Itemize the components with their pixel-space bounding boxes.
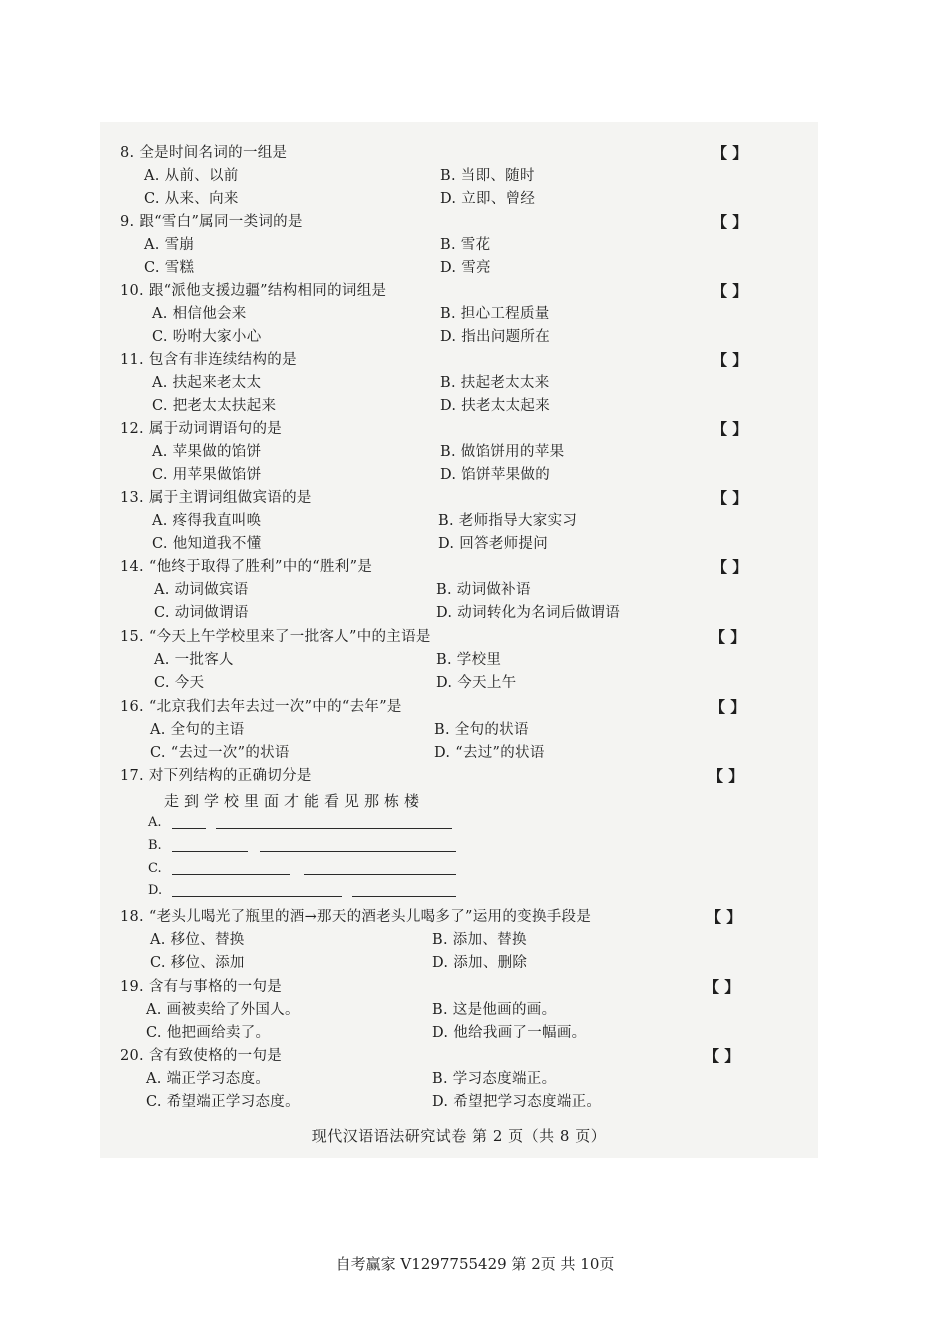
option-a: A. 雪崩: [144, 237, 195, 253]
option-d: D. 回答老师提问: [438, 536, 549, 552]
option-c: C. 希望端正学习态度。: [146, 1094, 300, 1110]
option-a: A. 疼得我直叫唤: [152, 513, 262, 529]
option-c: C. 他知道我不懂: [152, 536, 262, 552]
option-c: C. 用苹果做馅饼: [152, 467, 262, 483]
segmentation-option-d: [148, 882, 468, 902]
option-a: A. 扶起来老太太: [152, 375, 262, 391]
question-9: [100, 213, 818, 282]
option-c: C. 他把画给卖了。: [146, 1025, 271, 1041]
option-a: A. 相信他会来: [152, 306, 247, 322]
option-c: C. “去过一次”的状语: [150, 745, 290, 761]
question-stem: 18. “老头儿喝光了瓶里的酒→那天的酒老头儿喝多了”运用的变换手段是: [120, 909, 592, 925]
answer-bracket: 【 】: [710, 628, 746, 646]
answer-bracket: 【 】: [712, 213, 748, 231]
question-15: [100, 628, 818, 697]
option-d: D. 他给我画了一幅画。: [432, 1025, 587, 1041]
question-stem: 10. 跟“派他支援边疆”结构相同的词组是: [120, 283, 387, 299]
question-stem: 15. “今天上午学校里来了一批客人”中的主语是: [120, 629, 431, 645]
option-d: D. 添加、删除: [432, 955, 528, 971]
option-a: A. 一批客人: [154, 652, 234, 668]
answer-bracket: 【 】: [706, 908, 742, 926]
question-stem: 19. 含有与事格的一句是: [120, 979, 283, 995]
option-label: B.: [148, 838, 162, 853]
option-c: C. 吩咐大家小心: [152, 329, 262, 345]
question-18: [100, 908, 818, 977]
option-b: B. 学习态度端正。: [432, 1071, 557, 1087]
question-10: [100, 282, 818, 351]
question-13: [100, 489, 818, 558]
option-a: A. 端正学习态度。: [146, 1071, 271, 1087]
question-stem: 16. “北京我们去年去过一次”中的“去年”是: [120, 699, 402, 715]
answer-bracket: 【 】: [710, 698, 746, 716]
segmentation-option-b: [148, 837, 468, 857]
option-b: B. 学校里: [436, 652, 502, 668]
question-14: [100, 558, 818, 627]
segment-line: [172, 851, 248, 852]
option-c: C. 今天: [154, 675, 205, 691]
answer-bracket: 【 】: [712, 282, 748, 300]
question-stem: 17. 对下列结构的正确切分是: [120, 768, 312, 784]
question-stem: 20. 含有致使格的一句是: [120, 1048, 283, 1064]
option-b: B. 添加、替换: [432, 932, 527, 948]
document-page-footer: 自考赢家 V1297755429 第 2页 共 10页: [335, 1255, 615, 1273]
answer-bracket: 【 】: [712, 144, 748, 162]
answer-bracket: 【 】: [712, 420, 748, 438]
question-19: [100, 978, 818, 1047]
option-b: B. 当即、随时: [440, 168, 535, 184]
option-b: B. 动词做补语: [436, 582, 531, 598]
option-d: D. 馅饼苹果做的: [440, 467, 551, 483]
option-d: D. 今天上午: [436, 675, 517, 691]
answer-bracket: 【 】: [704, 1047, 740, 1065]
option-d: D. 动词转化为名词后做谓语: [436, 605, 621, 621]
option-c: C. 移位、添加: [150, 955, 245, 971]
option-b: B. 这是他画的画。: [432, 1002, 557, 1018]
question-stem: 9. 跟“雪白”属同一类词的是: [120, 214, 303, 230]
segment-line: [216, 828, 452, 829]
question-11: [100, 351, 818, 420]
answer-bracket: 【 】: [708, 767, 744, 785]
segment-line: [260, 851, 456, 852]
option-a: A. 全句的主语: [150, 722, 245, 738]
segment-line: [172, 874, 290, 875]
option-d: D. 指出问题所在: [440, 329, 551, 345]
answer-bracket: 【 】: [712, 489, 748, 507]
option-b: B. 做馅饼用的苹果: [440, 444, 565, 460]
question-stem: 11. 包含有非连续结构的是: [120, 352, 297, 368]
option-b: B. 老师指导大家实习: [438, 513, 578, 529]
option-a: A. 苹果做的馅饼: [152, 444, 262, 460]
answer-bracket: 【 】: [704, 978, 740, 996]
segmentation-option-a: [148, 814, 468, 834]
segmentation-sentence: 走到学校里面才能看见那栋楼: [164, 792, 425, 810]
question-stem: 8. 全是时间名词的一组是: [120, 145, 288, 161]
option-c: C. 把老太太扶起来: [152, 398, 277, 414]
option-d: D. 扶老太太起来: [440, 398, 551, 414]
option-a: A. 移位、替换: [150, 932, 245, 948]
option-label: A.: [148, 815, 162, 830]
option-a: A. 画被卖给了外国人。: [146, 1002, 300, 1018]
exam-page-footer: 现代汉语语法研究试卷 第 2 页（共 8 页）: [311, 1127, 607, 1145]
option-b: B. 扶起老太太来: [440, 375, 550, 391]
option-label: C.: [148, 861, 162, 876]
question-16: [100, 698, 818, 767]
option-c: C. 动词做谓语: [154, 605, 249, 621]
option-b: B. 担心工程质量: [440, 306, 550, 322]
option-d: D. 雪亮: [440, 260, 491, 276]
question-stem: 14. “他终于取得了胜利”中的“胜利”是: [120, 559, 373, 575]
segment-line: [172, 828, 206, 829]
option-d: D. 立即、曾经: [440, 191, 536, 207]
segment-line: [304, 874, 456, 875]
answer-bracket: 【 】: [712, 351, 748, 369]
question-8: [100, 144, 818, 213]
answer-bracket: 【 】: [712, 558, 748, 576]
question-20: [100, 1047, 818, 1116]
option-d: D. 希望把学习态度端正。: [432, 1094, 602, 1110]
question-stem: 13. 属于主谓词组做宾语的是: [120, 490, 312, 506]
option-d: D. “去过”的状语: [434, 745, 545, 761]
option-a: A. 动词做宾语: [154, 582, 249, 598]
scanned-exam-page: [100, 122, 818, 1158]
option-label: D.: [148, 883, 163, 898]
segment-line: [352, 896, 456, 897]
question-stem: 12. 属于动词谓语句的是: [120, 421, 283, 437]
option-b: B. 全句的状语: [434, 722, 529, 738]
segmentation-option-c: [148, 860, 468, 880]
option-c: C. 从来、向来: [144, 191, 239, 207]
option-c: C. 雪糕: [144, 260, 195, 276]
question-12: [100, 420, 818, 489]
segment-line: [172, 896, 342, 897]
option-b: B. 雪花: [440, 237, 491, 253]
option-a: A. 从前、以前: [144, 168, 239, 184]
